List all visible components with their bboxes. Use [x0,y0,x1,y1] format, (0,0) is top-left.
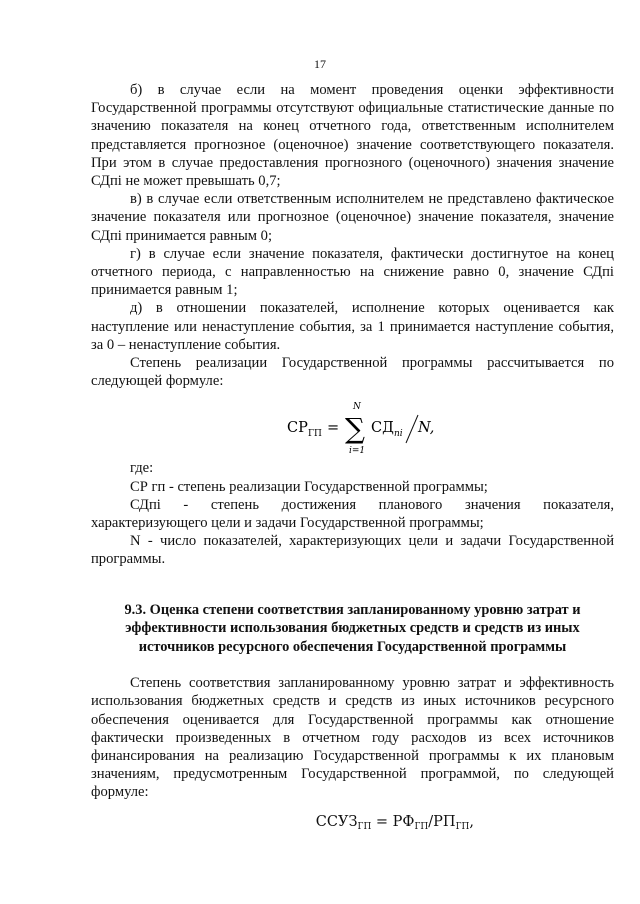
sum-sign: ∑ [345,412,365,446]
paragraph-b: б) в случае если на момент проведения оценки эффективности Государственной программы отсутствуют официальные статистические данные по значению показателя на конец отчетного года, ответственным исполнителем представляется прогнозное (оценочное) значение соответствующего показателя. При этом в случае предоставления прогнозного (оценочного) значения значение СДпі не может превышать 0,7; [91,82,614,190]
svg-text:=: = [327,420,340,437]
formula-lhs-sub: ГП [308,429,322,440]
paragraph-v: в) в случае если ответственным исполнителем не представлено фактическое значение показателя или прогнозное (оценочное) значение показателя, значение СДпі принимается равным 0; [91,191,614,244]
formula2-num-sub: ГП [414,821,429,832]
section-paragraph: Степень соответствия запланированному уровню затрат и эффективность использования бюджетных средств и средств из иных источников ресурсного обеспечения оценивается для Государственной программы как отношение фактически произведенных в отчетном году расходов из всех источников финансирования на реализацию Государственной программы к их плановым значениям, предусмотренным Государственной программой, по следующей формуле: [91,675,614,801]
paragraph-d: д) в отношении показателей, исполнение которых оценивается как наступление или ненаступление события, за 1 принимается наступление события, за 0 – ненаступление события. [91,300,614,353]
formula-lhs: СР [287,420,308,437]
formula-program-realization [91,395,614,457]
where-label: где: [130,460,154,477]
sum-lower-limit: i=1 [349,446,366,457]
formula-cost-compliance: $ССУЗ_{ГП} = РФ_{ГП}/РП_{ГП}$, [315,813,474,832]
page-number: 17 [314,57,326,71]
definition-n: N - число показателей, характеризующих цели и задачи Государственной программы. [91,533,614,568]
section-heading: 9.3. Оценка степени соответствия запланированному уровню затрат и эффективности использования бюджетных средств и средств из иных источников ресурсного обеспечения Государственной программы [124,601,581,655]
formula-term: СД [371,420,394,437]
paragraph-formula-intro: Степень реализации Государственной программы рассчитывается по следующей формуле: [91,355,614,390]
formula2-lhs: ССУЗ [315,813,358,830]
formula-denominator: N, [418,420,435,437]
fraction-slash [406,415,418,443]
definition-sd: СДпі - степень достижения планового значения показателя, характеризующего цели и задачи Государственной программы; [91,496,614,532]
formula2-lhs-sub: ГП [357,821,372,832]
definition-sr: СР гп - степень реализации Государственной программы; [130,478,488,495]
formula2-den-sub: ГП [455,821,470,832]
formula-svg [287,399,437,457]
document-body [91,81,614,830]
paragraph-g: г) в случае если значение показателя, фактически достигнутое на конец отчетного периода, с направленностью на снижение равно 0, значение СДпі принимается равным 1; [91,245,614,299]
formula-term-sub: пі [394,429,403,440]
sum-upper-limit: N [353,402,361,413]
formula2-den: РП [433,813,456,830]
formula2-num: РФ [392,813,415,830]
